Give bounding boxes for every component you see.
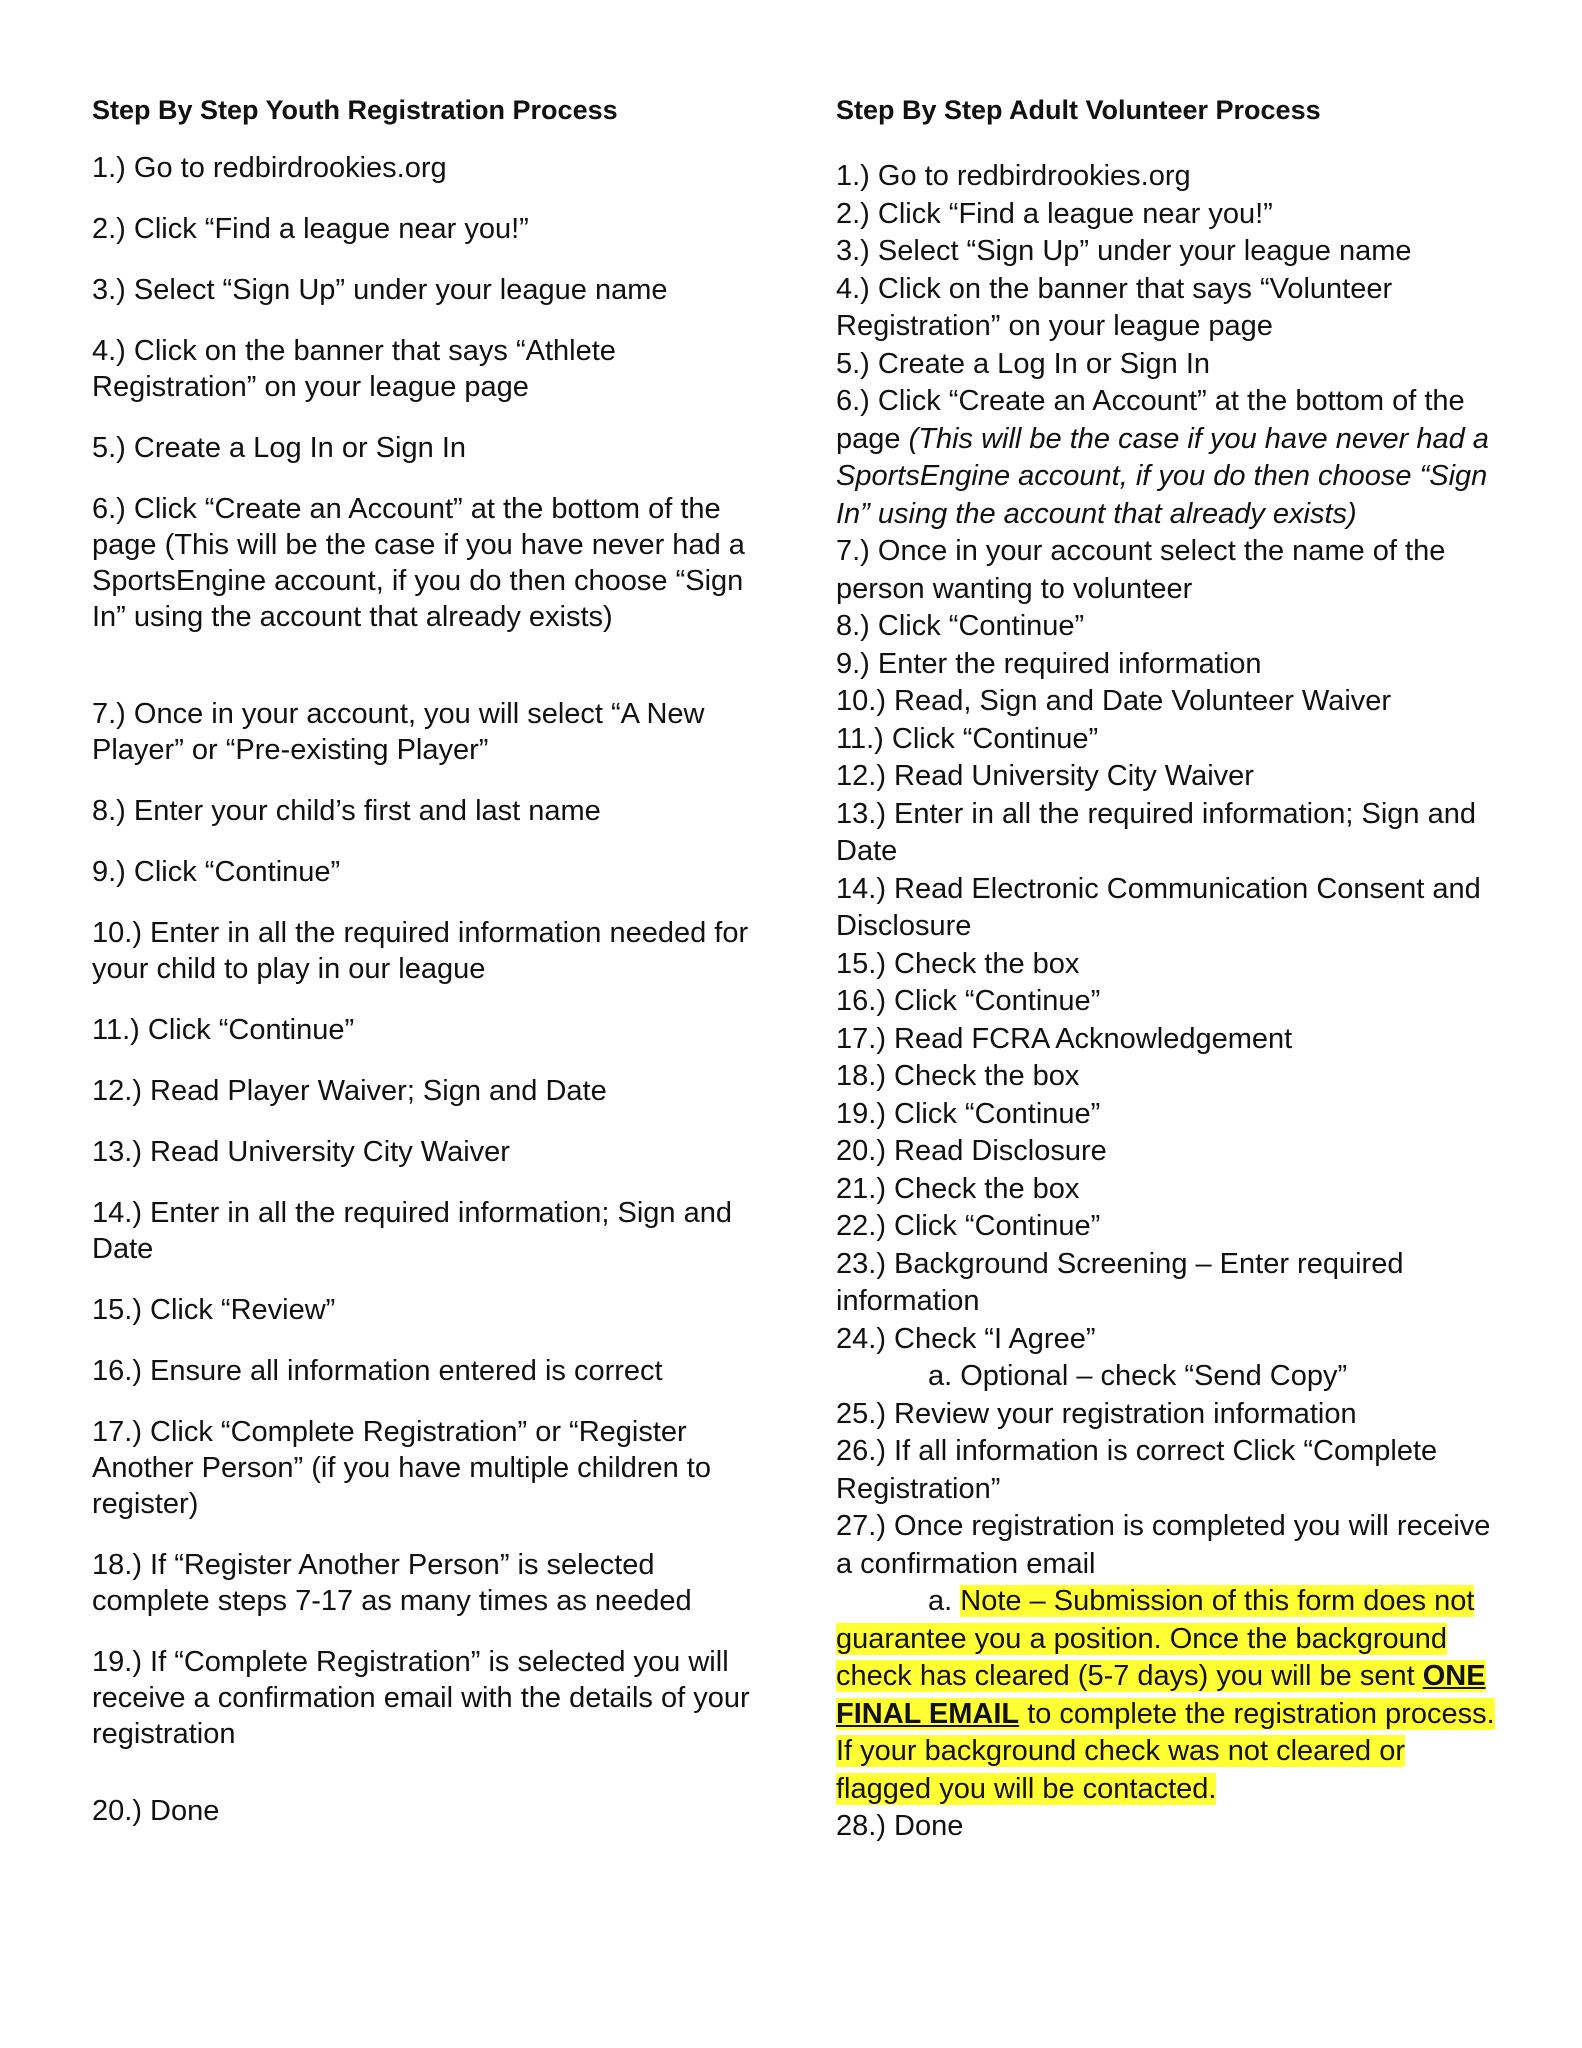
volunteer-note-emphasis: ONE FINAL EMAIL — [836, 1660, 1486, 1730]
youth-step-12: 12.) Read Player Waiver; Sign and Date — [92, 1075, 607, 1107]
volunteer-step-9: 9.) Enter the required information — [836, 647, 1262, 680]
volunteer-step-2: 2.) Click “Find a league near you!” — [836, 197, 1273, 230]
youth-step-9: 9.) Click “Continue” — [92, 856, 341, 888]
volunteer-note-text-after: to complete the registration process. If your background check was not cleared or flagged you will be contacted. — [836, 1697, 1495, 1805]
volunteer-step-17: 17.) Read FCRA Acknowledgement — [836, 1022, 1293, 1055]
volunteer-step-3: 3.) Select “Sign Up” under your league name — [836, 235, 1412, 267]
youth-step-19: 19.) If “Complete Registration” is selected you will receive a confirmation email with the details of your registration — [92, 1646, 750, 1750]
volunteer-step-19: 19.) Click “Continue” — [836, 1097, 1101, 1130]
volunteer-step-12: 12.) Read University City Waiver — [836, 760, 1254, 792]
volunteer-note-text-before: Note – Submission of this form does not guarantee you a position. Once the background check has cleared (5-7 days) you will be sent — [836, 1585, 1475, 1692]
youth-step-3: 3.) Select “Sign Up” under your league name — [92, 274, 668, 306]
youth-step-2: 2.) Click “Find a league near you!” — [92, 213, 529, 245]
volunteer-step-20: 20.) Read Disclosure — [836, 1135, 1107, 1167]
volunteer-step-10: 10.) Read, Sign and Date Volunteer Waiver — [836, 685, 1392, 717]
volunteer-step-21: 21.) Check the box — [836, 1172, 1080, 1205]
youth-step-14: 14.) Enter in all the required information; Sign and Date — [92, 1197, 732, 1265]
youth-step-13: 13.) Read University City Waiver — [92, 1136, 510, 1168]
youth-step-18: 18.) If “Register Another Person” is selected complete steps 7-17 as many times as needed — [92, 1549, 692, 1617]
volunteer-step-16: 16.) Click “Continue” — [836, 985, 1101, 1017]
volunteer-step-6-text: 6.) Click “Create an Account” at the bottom of the page — [836, 385, 1465, 455]
youth-step-1: 1.) Go to redbirdrookies.org — [92, 152, 447, 184]
volunteer-step-7: 7.) Once in your account select the name of the person wanting to volunteer — [836, 535, 1446, 605]
youth-step-4: 4.) Click on the banner that says “Athlete Registration” on your league page — [92, 335, 616, 403]
volunteer-step-14: 14.) Read Electronic Communication Consent and Disclosure — [836, 872, 1481, 942]
youth-step-11: 11.) Click “Continue” — [92, 1014, 355, 1046]
volunteer-step-4: 4.) Click on the banner that says “Volunteer Registration” on your league page — [836, 272, 1393, 342]
volunteer-step-25: 25.) Review your registration information — [836, 1397, 1357, 1430]
youth-step-20: 20.) Done — [92, 1795, 220, 1827]
youth-step-7: 7.) Once in your account, you will select “A New Player” or “Pre-existing Player” — [92, 698, 705, 766]
volunteer-step-18: 18.) Check the box — [836, 1060, 1080, 1092]
volunteer-step-26: 26.) If all information is correct Click “Complete Registration” — [836, 1435, 1438, 1505]
youth-step-6: 6.) Click “Create an Account” at the bottom of the page (This will be the case if you have never had a SportsEngine account, if you do then choose “Sign In” using the account that already exists) — [92, 493, 745, 633]
volunteer-note — [836, 1583, 1496, 1808]
volunteer-step-11: 11.) Click “Continue” — [836, 722, 1099, 755]
volunteer-step-6 — [836, 383, 1496, 533]
volunteer-step-27: 27.) Once registration is completed you will receive a confirmation email — [836, 1510, 1491, 1580]
volunteer-note-prefix: a. — [928, 1585, 953, 1617]
volunteer-step-1: 1.) Go to redbirdrookies.org — [836, 160, 1191, 192]
volunteer-note-highlight — [836, 1585, 1495, 1805]
volunteer-step-24a: a. Optional – check “Send Copy” — [928, 1360, 1348, 1392]
volunteer-process-title: Step By Step Adult Volunteer Process — [836, 95, 1321, 125]
volunteer-step-23: 23.) Background Screening – Enter required information — [836, 1247, 1404, 1317]
volunteer-step-8: 8.) Click “Continue” — [836, 610, 1085, 642]
youth-step-8: 8.) Enter your child’s first and last name — [92, 795, 601, 827]
youth-registration-title: Step By Step Youth Registration Process — [92, 95, 618, 125]
youth-step-5: 5.) Create a Log In or Sign In — [92, 432, 466, 464]
volunteer-step-22: 22.) Click “Continue” — [836, 1210, 1101, 1242]
volunteer-step-15: 15.) Check the box — [836, 947, 1080, 980]
youth-step-16: 16.) Ensure all information entered is correct — [92, 1355, 663, 1387]
volunteer-step-6-italic-note: (This will be the case if you have never had a SportsEngine account, if you do then choose “Sign In” using the account that already exists) — [836, 422, 1489, 530]
volunteer-step-13: 13.) Enter in all the required information; Sign and Date — [836, 797, 1476, 867]
volunteer-steps-list — [836, 158, 1496, 1846]
volunteer-step-5: 5.) Create a Log In or Sign In — [836, 347, 1210, 380]
youth-step-17: 17.) Click “Complete Registration” or “Register Another Person” (if you have multiple children to register) — [92, 1416, 711, 1520]
volunteer-step-28: 28.) Done — [836, 1810, 964, 1842]
youth-step-15: 15.) Click “Review” — [92, 1294, 336, 1326]
youth-step-10: 10.) Enter in all the required information needed for your child to play in our league — [92, 917, 749, 985]
volunteer-step-24: 24.) Check “I Agree” — [836, 1322, 1096, 1355]
